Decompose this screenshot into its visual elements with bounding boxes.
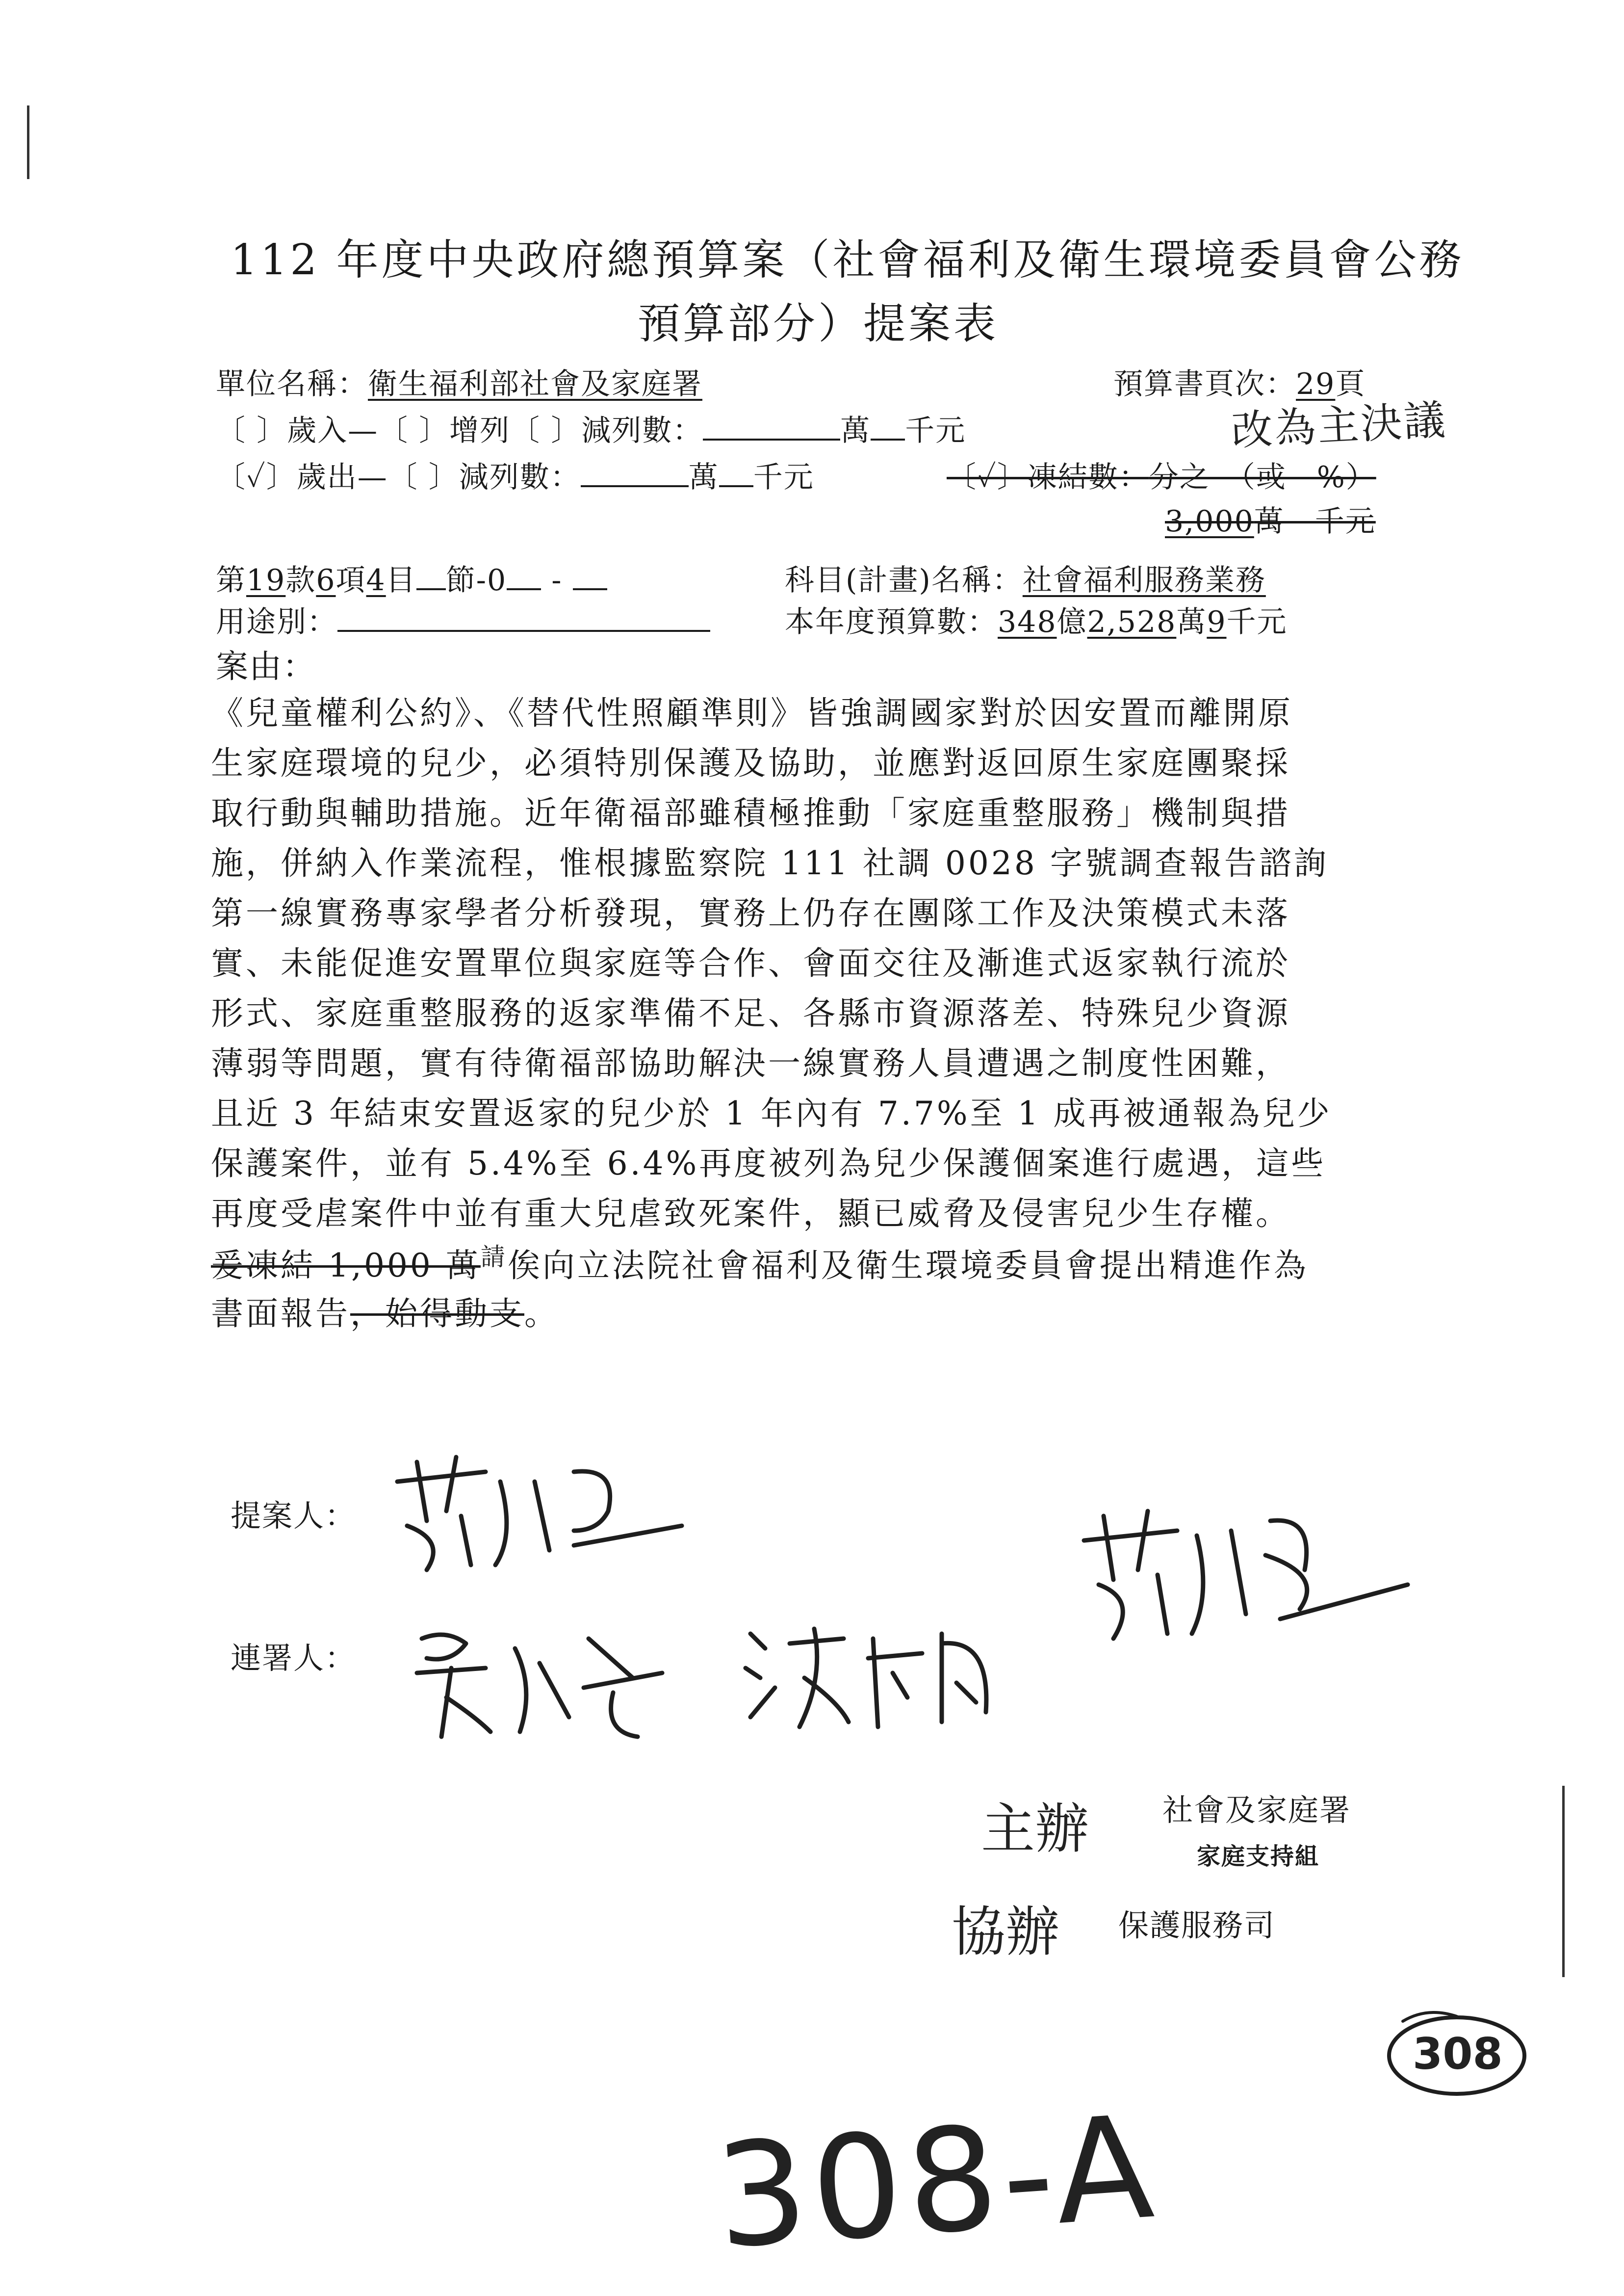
proposer-signature — [387, 1452, 692, 1580]
page-code: 308-A — [711, 2085, 1163, 2280]
budget-row — [785, 599, 1288, 641]
mu-value: 4 — [366, 563, 386, 598]
cosigner-signature-2 — [736, 1614, 1010, 1742]
reason-line: 再度受虐案件中並有重大兒虐致死案件，顯已威脅及侵害兒少生存權。 — [211, 1195, 1290, 1232]
jie-blank-3 — [573, 563, 607, 590]
xiang-unit: 項 — [335, 563, 366, 598]
reason-inserted-word: 請 — [480, 1243, 508, 1271]
mu-unit: 目 — [386, 563, 416, 598]
use-label: 用途別： — [216, 605, 337, 639]
reason-line-12 — [211, 1237, 1309, 1286]
reason-line: 形式、家庭重整服務的返家準備不足、各縣市資源落差、特殊兒少資源 — [211, 994, 1290, 1032]
xiang-value: 6 — [316, 563, 336, 598]
reason-line: 施，併納入作業流程，惟根據監察院 111 社調 0028 字號調查報告諮詢 — [211, 844, 1329, 882]
reason-line-13-end: 。 — [524, 1295, 559, 1332]
revenue-qian-blank — [871, 413, 905, 441]
jie-blank-2 — [507, 563, 541, 590]
revenue-wan-unit: 萬 — [840, 414, 871, 448]
unit-row — [216, 361, 702, 403]
budget-qian-unit: 千元 — [1226, 605, 1288, 639]
jie-text: 節-0 — [445, 563, 507, 598]
handwritten-note: 改為主決議 — [1230, 395, 1448, 455]
budget-wan-unit: 萬 — [1176, 605, 1207, 639]
reason-line: 薄弱等問題，實有待衛福部協助解決一線實務人員遭遇之制度性困難， — [211, 1044, 1290, 1082]
expense-label: 〔✓〕歲出—〔 〕減列數： — [216, 460, 581, 495]
item-row: 第19款6項4目 節-0 - — [216, 557, 607, 599]
reason-line: 生家庭環境的兒少，必須特別保護及協助，並應對返回原生家庭團聚採 — [211, 744, 1290, 782]
use-row — [216, 599, 710, 641]
budget-label: 本年度預算數： — [785, 605, 998, 639]
reason-line-13 — [211, 1287, 559, 1334]
freeze-unit: 萬 千元 — [1254, 504, 1376, 539]
reason-label: 案由： — [216, 648, 316, 685]
assist-unit: 保護服務司 — [1118, 1907, 1276, 1943]
kuan-label: 第 — [216, 563, 246, 598]
proposer-signature-2 — [1069, 1501, 1413, 1648]
page-title-line2: 預算部分）提案表 — [638, 299, 999, 348]
lead-group: 家庭支持組 — [1197, 1843, 1320, 1870]
expense-row — [216, 454, 814, 496]
use-blank — [337, 604, 710, 632]
freeze-amount: 3,000 — [1165, 504, 1254, 539]
unit-name: 衛生福利部社會及家庭署 — [368, 367, 702, 401]
proposer-label: 提案人： — [231, 1498, 357, 1534]
revenue-row — [216, 407, 966, 449]
reason-line: 且近 3 年結束安置返家的兒少於 1 年內有 7.7%至 1 成再被通報為兒少 — [211, 1095, 1332, 1132]
unit-label: 單位名稱： — [216, 367, 368, 401]
reason-line: 第一線實務專家學者分析發現，實務上仍存在團隊工作及決策模式未落 — [211, 894, 1290, 932]
kuan-value: 19 — [246, 563, 286, 598]
revenue-label: 〔 〕歲入—〔 〕增列〔 〕減列數： — [216, 414, 703, 448]
subject-label: 科目(計畫)名稱： — [785, 563, 1023, 598]
scan-mark-right — [1562, 1786, 1565, 1977]
budget-yi: 348 — [998, 605, 1057, 639]
freeze-amount-row — [1165, 498, 1376, 540]
reason-line: 保護案件，並有 5.4%至 6.4%再度被列為兒少保護個案進行處遇，這些 — [211, 1145, 1326, 1182]
jie-blank — [416, 563, 446, 590]
revenue-qian-unit: 千元 — [905, 414, 966, 448]
reason-struck-clause: ，始得動支 — [350, 1295, 524, 1332]
budget-yi-unit: 億 — [1057, 605, 1087, 639]
budget-wan: 2,528 — [1087, 605, 1177, 639]
cosigner-signature-1 — [407, 1619, 682, 1747]
expense-wan-blank — [581, 460, 689, 487]
subject-row — [785, 557, 1266, 599]
expense-qian-blank — [719, 460, 753, 487]
page-number: 29 — [1296, 367, 1336, 401]
scan-mark-left — [27, 105, 29, 179]
revenue-wan-blank — [703, 413, 840, 441]
reason-line: 《兒童權利公約》、《替代性照顧準則》皆強調國家對於因安置而離開原 — [211, 694, 1293, 732]
reason-struck-freeze: 爰凍結 1,000 萬 — [211, 1247, 481, 1284]
circled-number: 308 — [1413, 2029, 1503, 2079]
page-label: 預算書頁次： — [1113, 367, 1296, 401]
kuan-unit: 款 — [285, 563, 316, 598]
freeze-row-struck — [947, 454, 1376, 496]
assist-label: 協辦 — [952, 1901, 1059, 1963]
page-suffix: 頁 — [1335, 367, 1366, 401]
page-title-line1: 112 年度中央政府總預算案（社會福利及衛生環境委員會公務 — [231, 235, 1465, 285]
expense-wan-unit: 萬 — [688, 460, 719, 495]
freeze-ratio: 分之 （或 %） — [1149, 460, 1376, 495]
reason-line: 取行動與輔助措施。近年衛福部雖積極推動「家庭重整服務」機制與措 — [211, 794, 1290, 832]
cosigner-label: 連署人： — [231, 1640, 357, 1676]
reason-line: 實、未能促進安置單位與家庭等合作、會面交往及漸進式返家執行流於 — [211, 944, 1290, 982]
lead-label: 主辦 — [981, 1798, 1089, 1860]
budget-qian: 9 — [1207, 605, 1227, 639]
subject-name: 社會福利服務業務 — [1022, 563, 1266, 598]
freeze-label: 〔✓〕凍結數： — [947, 460, 1149, 495]
expense-qian-unit: 千元 — [753, 460, 814, 495]
lead-unit: 社會及家庭署 — [1162, 1792, 1351, 1828]
reason-line-12-rest: 俟向立法院社會福利及衛生環境委員會提出精進作為 — [507, 1247, 1309, 1284]
reason-line-13-text: 書面報告 — [211, 1295, 350, 1332]
